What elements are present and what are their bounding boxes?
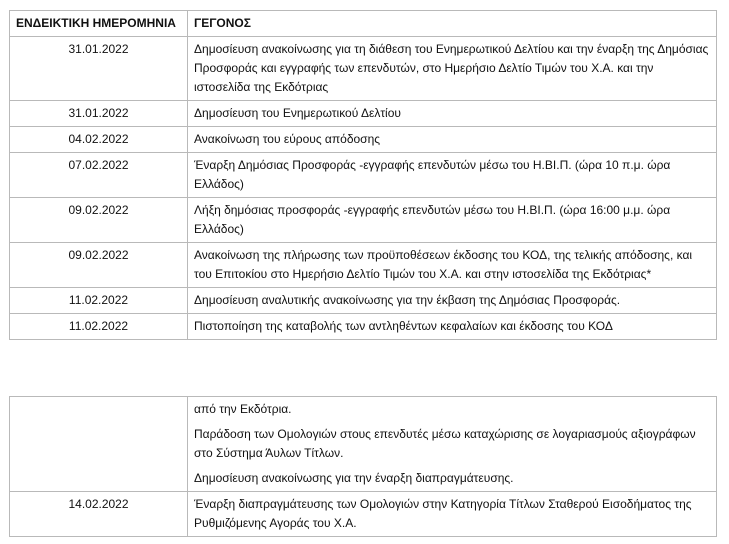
row-event: Δημοσίευση αναλυτικής ανακοίνωσης για την έκβαση της Δημόσιας Προσφοράς. [188, 288, 717, 314]
row-date: 09.02.2022 [10, 198, 188, 243]
continuation-paragraph: από την Εκδότρια. [194, 402, 292, 416]
table-row [10, 37, 717, 101]
row-event: Ανακοίνωση του εύρους απόδοσης [188, 127, 717, 153]
row-date [10, 397, 188, 492]
row-event: Έναρξη διαπραγμάτευσης των Ομολογιών στην Κατηγορία Τίτλων Σταθερού Εισοδήματος της Ρυθμιζόμενης Αγοράς του Χ.Α. [188, 492, 717, 537]
row-event: Ανακοίνωση της πλήρωσης των προϋποθέσεων έκδοσης του ΚΟΔ, της τελικής απόδοσης, και του Επιτοκίου στο Ημερήσιο Δελτίο Τιμών του Χ.Α. και στην ιστοσελίδα της Εκδότριας* [188, 243, 717, 288]
row-date: 11.02.2022 [10, 314, 188, 340]
row-event: Πιστοποίηση της καταβολής των αντληθέντων κεφαλαίων και έκδοσης του ΚΟΔ [188, 314, 717, 340]
row-event [188, 397, 717, 492]
schedule-table [9, 10, 717, 340]
table-row [10, 243, 717, 288]
row-event: Δημοσίευση του Ενημερωτικού Δελτίου [188, 101, 717, 127]
table-row [10, 288, 717, 314]
continuation-paragraph: Δημοσίευση ανακοίνωσης για την έναρξη διαπραγμάτευσης. [194, 471, 514, 485]
schedule-table-continued [9, 396, 717, 537]
table-row [10, 198, 717, 243]
row-date: 31.01.2022 [10, 37, 188, 101]
row-event: Λήξη δημόσιας προσφοράς -εγγραφής επενδυτών μέσω του Η.ΒΙ.Π. (ώρα 16:00 μ.μ. ώρα Ελλάδος) [188, 198, 717, 243]
row-event: Δημοσίευση ανακοίνωσης για τη διάθεση του Ενημερωτικού Δελτίου και την έναρξη της Δημόσιας Προσφοράς και εγγραφής των επενδυτών, στο Ημερήσιο Δελτίο Τιμών του Χ.Α. και την ιστοσελίδα της Εκδότριας [188, 37, 717, 101]
table-row [10, 101, 717, 127]
row-date: 31.01.2022 [10, 101, 188, 127]
row-date: 11.02.2022 [10, 288, 188, 314]
table-header-row [10, 11, 717, 37]
table-row-continuation [10, 397, 717, 492]
continuation-paragraph: Παράδοση των Ομολογιών στους επενδυτές μέσω καταχώρισης σε λογαριασμούς αξιογράφων στο Σύστημα Άυλων Τίτλων. [194, 427, 696, 460]
row-date: 04.02.2022 [10, 127, 188, 153]
row-event: Έναρξη Δημόσιας Προσφοράς -εγγραφής επενδυτών μέσω του Η.ΒΙ.Π. (ώρα 10 π.μ. ώρα Ελλάδος) [188, 153, 717, 198]
header-date: ΕΝΔΕΙΚΤΙΚΗ ΗΜΕΡΟΜΗΝΙΑ [10, 11, 188, 37]
table-row [10, 127, 717, 153]
row-date: 09.02.2022 [10, 243, 188, 288]
table-row [10, 492, 717, 537]
header-event: ΓΕΓΟΝΟΣ [188, 11, 717, 37]
table-row [10, 314, 717, 340]
table-row [10, 153, 717, 198]
row-date: 14.02.2022 [10, 492, 188, 537]
row-date: 07.02.2022 [10, 153, 188, 198]
